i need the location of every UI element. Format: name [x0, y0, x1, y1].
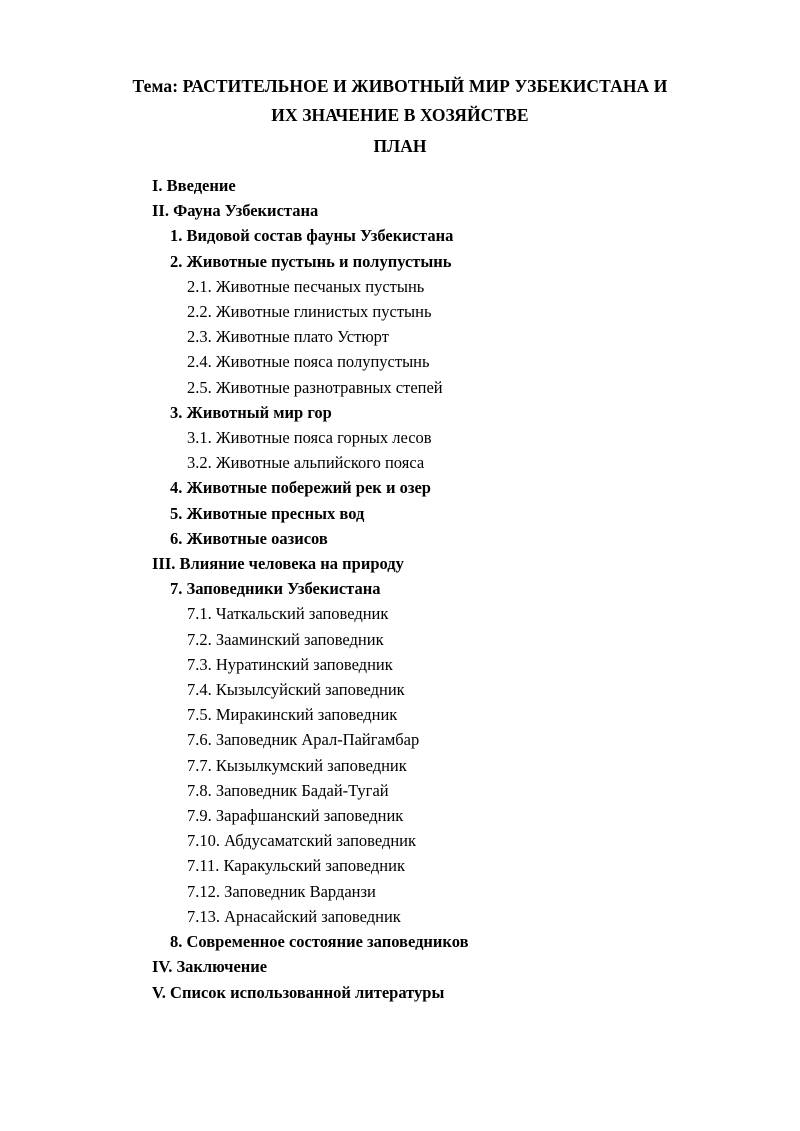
outline-item: 2.1. Животные песчаных пустынь [187, 276, 425, 296]
outline-item: 1. Видовой состав фауны Узбекистана [170, 226, 454, 246]
outline-item: 7.4. Кызылсуйский заповедник [187, 680, 405, 700]
outline-item: 6. Животные оазисов [170, 528, 328, 548]
outline-item: 2.3. Животные плато Устюрт [187, 327, 389, 347]
outline-item: 7.6. Заповедник Арал-Пайгамбар [187, 730, 420, 750]
outline-item: 7.2. Зааминский заповедник [187, 629, 384, 649]
document-title-line-2: ИХ ЗНАЧЕНИЕ В ХОЗЯЙСТВЕ [271, 105, 529, 125]
outline-item: II. Фауна Узбекистана [152, 201, 319, 221]
outline-item: 7.11. Каракульский заповедник [187, 856, 405, 876]
outline-item: I. Введение [152, 176, 236, 195]
outline-item: 2. Животные пустынь и полупустынь [170, 251, 452, 271]
outline-item: 2.2. Животные глинистых пустынь [187, 302, 432, 322]
outline-item: 2.5. Животные разнотравных степей [187, 377, 443, 397]
outline-item: IV. Заключение [152, 957, 268, 977]
outline-item: III. Влияние человека на природу [152, 554, 404, 574]
outline-item: 7.3. Нуратинский заповедник [187, 654, 393, 674]
outline-item: 7.9. Зарафшанский заповедник [187, 806, 404, 826]
outline-item: 8. Современное состояние заповедников [170, 932, 469, 952]
outline-item: 7.1. Чаткальский заповедник [187, 604, 389, 624]
outline-item: 7.7. Кызылкумский заповедник [187, 755, 407, 775]
outline-item: 4. Животные побережий рек и озер [170, 478, 431, 498]
outline-item: 7. Заповедники Узбекистана [170, 579, 381, 599]
document-title-block [0, 0, 800, 161]
outline-item: 5. Животные пресных вод [170, 503, 365, 523]
outline-item: 3.2. Животные альпийского пояса [187, 453, 425, 473]
outline-item: 3.1. Животные пояса горных лесов [187, 428, 432, 448]
outline-item: 3. Животный мир гор [170, 402, 332, 422]
outline-item: 7.12. Заповедник Варданзи [187, 881, 376, 901]
outline-item: 7.10. Абдусаматский заповедник [187, 831, 417, 851]
plan-heading: ПЛАН [373, 136, 427, 156]
outline-item: 7.5. Миракинский заповедник [187, 705, 398, 725]
outline-item: 7.13. Арнасайский заповедник [187, 906, 401, 926]
outline-item: 2.4. Животные пояса полупустынь [187, 352, 430, 372]
document-title-line-1: Тема: РАСТИТЕЛЬНОЕ И ЖИВОТНЫЙ МИР УЗБЕКИСТАНА И [132, 76, 668, 96]
outline-item: 7.8. Заповедник Бадай-Тугай [187, 780, 389, 800]
plan-outline-list [0, 173, 800, 1005]
outline-item: V. Список использованной литературы [152, 982, 445, 1002]
